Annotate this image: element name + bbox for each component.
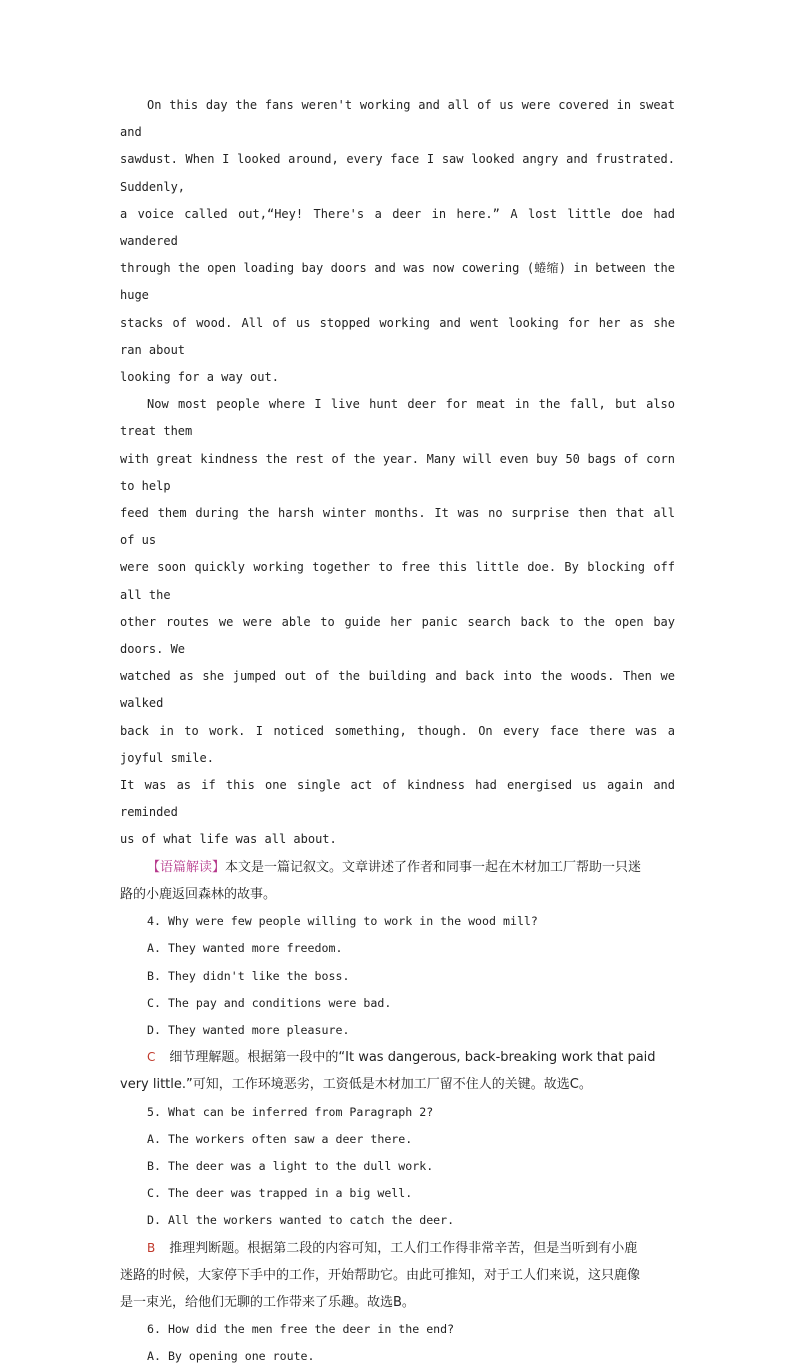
- option-a: A. They wanted more freedom.: [147, 941, 343, 956]
- option-a: A. The workers often saw a deer there.: [147, 1131, 413, 1146]
- option-b: B. The deer was a light to the dull work.: [147, 1158, 434, 1173]
- explanation-line: [120, 1235, 675, 1262]
- answer-letter: C: [147, 1050, 156, 1065]
- explanation-line: 迷路的时候，大家停下手中的工作，开始帮助它。由此可推知，对于工人们来说，这只鹿像: [120, 1267, 641, 1283]
- explanation-text: 细节理解题。根据第一段中的“It was dangerous, back-breaking work that paid: [169, 1050, 656, 1066]
- question-stem: 6. How did the men free the deer in the end?: [147, 1322, 455, 1337]
- analysis-line: [120, 854, 675, 881]
- text-line: watched as she jumped out of the building and back into the woods. Then we walked: [120, 669, 675, 711]
- answer-explanation: [120, 1044, 675, 1098]
- text-line: Now most people where I live hunt deer for meat in the fall, but also treat them: [120, 397, 675, 439]
- discourse-analysis: [120, 854, 675, 908]
- page-content: [120, 92, 675, 1371]
- answer-letter: B: [147, 1240, 156, 1255]
- question-4: [120, 908, 675, 1098]
- text-line: looking for a way out.: [120, 370, 279, 385]
- question-6: [120, 1316, 675, 1370]
- explanation-line: [120, 1044, 675, 1071]
- text-line: us of what life was all about.: [120, 832, 337, 847]
- explanation-text: 推理判断题。根据第二段的内容可知，工人们工作得非常辛苦，但是当听到有小鹿: [169, 1240, 638, 1256]
- answer-explanation: [120, 1235, 675, 1317]
- option-a: A. By opening one route.: [147, 1349, 315, 1364]
- option-d: D. All the workers wanted to catch the deer.: [147, 1213, 455, 1228]
- option-b: B. They didn't like the boss.: [147, 968, 350, 983]
- text-line: stacks of wood. All of us stopped working and went looking for her as she ran about: [120, 315, 675, 357]
- text-line: sawdust. When I looked around, every face I saw looked angry and frustrated. Suddenly,: [120, 152, 675, 194]
- option-d: D. They wanted more pleasure.: [147, 1022, 350, 1037]
- analysis-tag: 【语篇解读】: [147, 859, 226, 875]
- passage-paragraph-2: [120, 391, 675, 853]
- question-stem: 5. What can be inferred from Paragraph 2?: [147, 1104, 434, 1119]
- option-c: C. The deer was trapped in a big well.: [147, 1186, 413, 1201]
- text-line: other routes we were able to guide her panic search back to the open bay doors. We: [120, 614, 675, 657]
- text-line: with great kindness the rest of the year. Many will even buy 50 bags of corn to help: [120, 451, 675, 493]
- explanation-line: very little.”可知，工作环境恶劣，工资低是木材加工厂留不住人的关键。故选C。: [120, 1077, 592, 1093]
- text-line: through the open loading bay doors and was now cowering (蜷缩) in between the huge: [120, 261, 675, 303]
- explanation-line: 是一束光，给他们无聊的工作带来了乐趣。故选B。: [120, 1294, 415, 1310]
- text-line: were soon quickly working together to free this little doe. By blocking off all the: [120, 560, 675, 602]
- text-line: a voice called out,“Hey! There's a deer in here.” A lost little doe had wandered: [120, 206, 675, 249]
- passage-paragraph-1: [120, 92, 675, 391]
- text-line: On this day the fans weren't working and all of us were covered in sweat and: [120, 98, 675, 140]
- analysis-text: 本文是一篇记叙文。文章讲述了作者和同事一起在木材加工厂帮助一只迷: [225, 859, 642, 875]
- text-line: feed them during the harsh winter months. It was no surprise then that all of us: [120, 506, 675, 548]
- question-5: [120, 1099, 675, 1317]
- analysis-line: 路的小鹿返回森林的故事。: [120, 886, 277, 902]
- text-line: It was as if this one single act of kindness had energised us again and reminded: [120, 778, 675, 820]
- option-c: C. The pay and conditions were bad.: [147, 995, 392, 1010]
- text-line: back in to work. I noticed something, though. On every face there was a joyful smile.: [120, 723, 675, 765]
- question-stem: 4. Why were few people willing to work in the wood mill?: [147, 914, 538, 929]
